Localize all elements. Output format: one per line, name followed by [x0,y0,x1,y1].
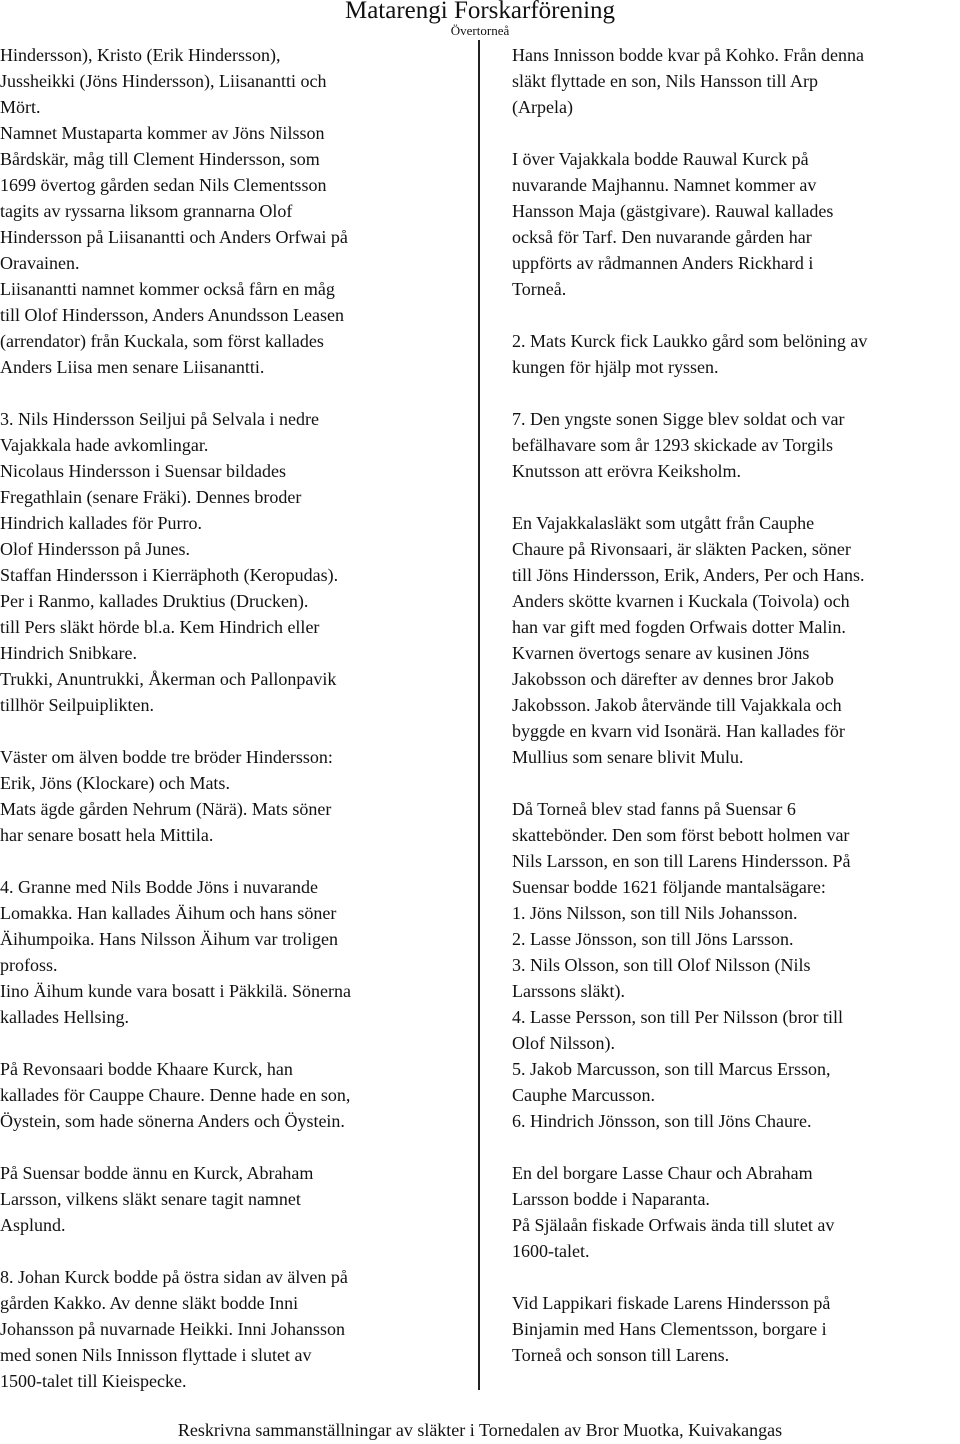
paragraph [512,42,958,120]
document-subtitle: Övertorneå [450,23,510,38]
spacer [512,302,958,328]
text-line: Jakobsson. Jakob återvände till Vajakkala och [512,695,842,715]
paragraph [512,926,958,952]
text-line: På Suensar bodde ännu en Kurck, Abraham [0,1163,314,1183]
spacer [0,1238,468,1264]
paragraph [512,1290,958,1368]
text-line: till Jöns Hindersson, Erik, Anders, Per och Hans. [512,565,865,585]
text-line: Hindrich Snibkare. [0,643,137,663]
spacer [0,380,468,406]
text-line: Asplund. [0,1215,66,1235]
text-line: 2. Lasse Jönsson, son till Jöns Larsson. [512,929,794,949]
text-line: Torneå. [512,279,567,299]
text-line: Olof Hindersson på Junes. [0,539,190,559]
paragraph [0,458,468,536]
text-line: Hindersson på Liisanantti och Anders Orfwai på [0,227,348,247]
text-line: till Pers släkt hörde bl.a. Kem Hindrich eller [0,617,320,637]
text-line: tillhör Seilpuiplikten. [0,695,154,715]
text-line: profoss. [0,955,58,975]
text-line: 1500-talet till Kieispecke. [0,1371,187,1391]
text-line: Nils Larsson, en son till Larens Hindersson. På [512,851,851,871]
text-line: Kvarnen övertogs senare av kusinen Jöns [512,643,810,663]
text-line: (arrendator) från Kuckala, som först kallades [0,331,324,351]
text-line: I över Vajakkala bodde Rauwal Kurck på [512,149,809,169]
paragraph [512,1212,958,1264]
text-line: 4. Granne med Nils Bodde Jöns i nuvarande [0,877,318,897]
text-line: Mullius som senare blivit Mulu. [512,747,744,767]
text-line: skattebönder. Den som först bebott holmen var [512,825,850,845]
paragraph [0,42,468,120]
text-line: Vid Lappikari fiskade Larens Hindersson på [512,1293,831,1313]
text-line: Mört. [0,97,41,117]
text-line: Hansson Maja (gästgivare). Rauwal kallades [512,201,834,221]
text-line: Chaure på Rivonsaari, är släkten Packen, söner [512,539,851,559]
text-line: Anders Liisa men senare Liisanantti. [0,357,265,377]
text-line: Iino Äihum kunde vara bosatt i Päkkilä. Sönerna [0,981,351,1001]
text-line: Öystein, som hade sönerna Anders och Öystein. [0,1111,345,1131]
paragraph [0,1264,468,1394]
spacer [0,848,468,874]
text-line: Namnet Mustaparta kommer av Jöns Nilsson [0,123,325,143]
paragraph [0,1160,468,1238]
text-line: han var gift med fogden Orfwais dotter Malin. [512,617,846,637]
text-line: En Vajakkalasläkt som utgått från Cauphe [512,513,815,533]
paragraph [0,874,468,978]
text-line: Binjamin med Hans Clementsson, borgare i [512,1319,827,1339]
paragraph [0,120,468,276]
document-title: Matarengi Forskarförening [344,0,616,24]
text-line: Nicolaus Hindersson i Suensar bildades [0,461,286,481]
text-line: 1. Jöns Nilsson, son till Nils Johansson. [512,903,798,923]
text-line: Hindrich kallades för Purro. [0,513,202,533]
text-line: På Själaån fiskade Orfwais ända till slutet av [512,1215,835,1235]
paragraph [512,510,958,770]
spacer [0,718,468,744]
text-line: På Revonsaari bodde Khaare Kurck, han [0,1059,293,1079]
left-column [0,42,468,1394]
text-line: Bårdskär, måg till Clement Hindersson, som [0,149,320,169]
text-line: 1699 övertog gården sedan Nils Clementsson [0,175,327,195]
text-line: också för Tarf. Den nuvarande gården har [512,227,812,247]
text-line: byggde en kvarn vid Isonärä. Han kallades för [512,721,845,741]
text-line: Hindersson), Kristo (Erik Hindersson), [0,45,281,65]
text-line: Hans Innisson bodde kvar på Kohko. Från denna [512,45,864,65]
text-line: Suensar bodde 1621 följande mantalsägare: [512,877,826,897]
paragraph [0,276,468,380]
text-line: tagits av ryssarna liksom grannarna Olof [0,201,293,221]
paragraph [512,146,958,302]
text-line: Mats ägde gården Nehrum (Närä). Mats söner [0,799,332,819]
paragraph [0,614,468,666]
paragraph [512,1160,958,1212]
text-line: Per i Ranmo, kallades Druktius (Drucken). [0,591,309,611]
text-line: Lomakka. Han kallades Äihum och hans söner [0,903,337,923]
text-line: Larsson, vilkens släkt senare tagit namnet [0,1189,301,1209]
text-line: uppförts av rådmannen Anders Rickhard i [512,253,814,273]
text-line: Trukki, Anuntrukki, Åkerman och Pallonpavik [0,669,337,689]
paragraph [512,406,958,484]
text-line: Larssons släkt). [512,981,625,1001]
paragraph [512,1004,958,1056]
text-line: släkt flyttade en son, Nils Hansson till Arp [512,71,818,91]
column-divider [478,40,480,1390]
text-line: Jussheikki (Jöns Hindersson), Liisanantti och [0,71,327,91]
text-line: nuvarande Majhannu. Namnet kommer av [512,175,817,195]
text-line: Johansson på nuvarnade Heikki. Inni Johansson [0,1319,345,1339]
spacer [512,1134,958,1160]
text-line: 6. Hindrich Jönsson, son till Jöns Chaure. [512,1111,812,1131]
text-line: 5. Jakob Marcusson, son till Marcus Ersson, [512,1059,831,1079]
text-line: Fregathlain (senare Fräki). Dennes broder [0,487,302,507]
text-line: Oravainen. [0,253,80,273]
text-line: Staffan Hindersson i Kierräphoth (Keropudas). [0,565,339,585]
paragraph [512,328,958,380]
paragraph [0,562,468,588]
page-footer: Reskrivna sammanställningar av släkter i Tornedalen av Bror Muotka, Kuivakangas [177,1420,783,1440]
text-line: Då Torneå blev stad fanns på Suensar 6 [512,799,796,819]
text-line: kungen för hjälp mot ryssen. [512,357,719,377]
paragraph [512,1108,958,1134]
spacer [0,1134,468,1160]
spacer [0,1030,468,1056]
paragraph [512,900,958,926]
text-line: (Arpela) [512,97,573,117]
text-line: Liisanantti namnet kommer också fårn en måg [0,279,335,299]
right-column [512,42,958,1368]
paragraph [512,1056,958,1108]
text-line: Cauphe Marcusson. [512,1085,655,1105]
text-line: befälhavare som år 1293 skickade av Torgils [512,435,833,455]
text-line: Anders skötte kvarnen i Kuckala (Toivola) och [512,591,850,611]
spacer [512,770,958,796]
text-line: kallades för Cauppe Chaure. Denne hade en son, [0,1085,351,1105]
text-line: Knutsson att erövra Keiksholm. [512,461,741,481]
paragraph [0,978,468,1030]
text-line: kallades Hellsing. [0,1007,129,1027]
text-line: 4. Lasse Persson, son till Per Nilsson (bror till [512,1007,843,1027]
text-line: med sonen Nils Innisson flyttade i slutet av [0,1345,312,1365]
paragraph [0,1056,468,1134]
text-line: 1600-talet. [512,1241,590,1261]
text-line: Jakobsson och därefter av dennes bror Jakob [512,669,834,689]
paragraph [0,536,468,562]
spacer [512,120,958,146]
text-line: Erik, Jöns (Klockare) och Mats. [0,773,230,793]
text-line: 3. Nils Hindersson Seiljui på Selvala i nedre [0,409,319,429]
text-line: har senare bosatt hela Mittila. [0,825,214,845]
text-line: 3. Nils Olsson, son till Olof Nilsson (Nils [512,955,811,975]
paragraph [512,796,958,900]
text-line: En del borgare Lasse Chaur och Abraham [512,1163,813,1183]
spacer [512,1264,958,1290]
text-line: 7. Den yngste sonen Sigge blev soldat och var [512,409,845,429]
spacer [512,484,958,510]
paragraph [0,744,468,796]
spacer [512,380,958,406]
paragraph [0,406,468,458]
text-line: Larsson bodde i Naparanta. [512,1189,710,1209]
text-line: gården Kakko. Av denne släkt bodde Inni [0,1293,299,1313]
paragraph [0,796,468,848]
paragraph [0,588,468,614]
text-line: Äihumpoika. Hans Nilsson Äihum var troligen [0,929,338,949]
paragraph [512,952,958,1004]
paragraph [0,666,468,718]
text-line: Väster om älven bodde tre bröder Hindersson: [0,747,333,767]
text-line: till Olof Hindersson, Anders Anundsson Leasen [0,305,344,325]
text-line: Vajakkala hade avkomlingar. [0,435,209,455]
text-line: 2. Mats Kurck fick Laukko gård som belöning av [512,331,868,351]
text-line: Olof Nilsson). [512,1033,615,1053]
text-line: Torneå och sonson till Larens. [512,1345,730,1365]
text-line: 8. Johan Kurck bodde på östra sidan av älven på [0,1267,348,1287]
